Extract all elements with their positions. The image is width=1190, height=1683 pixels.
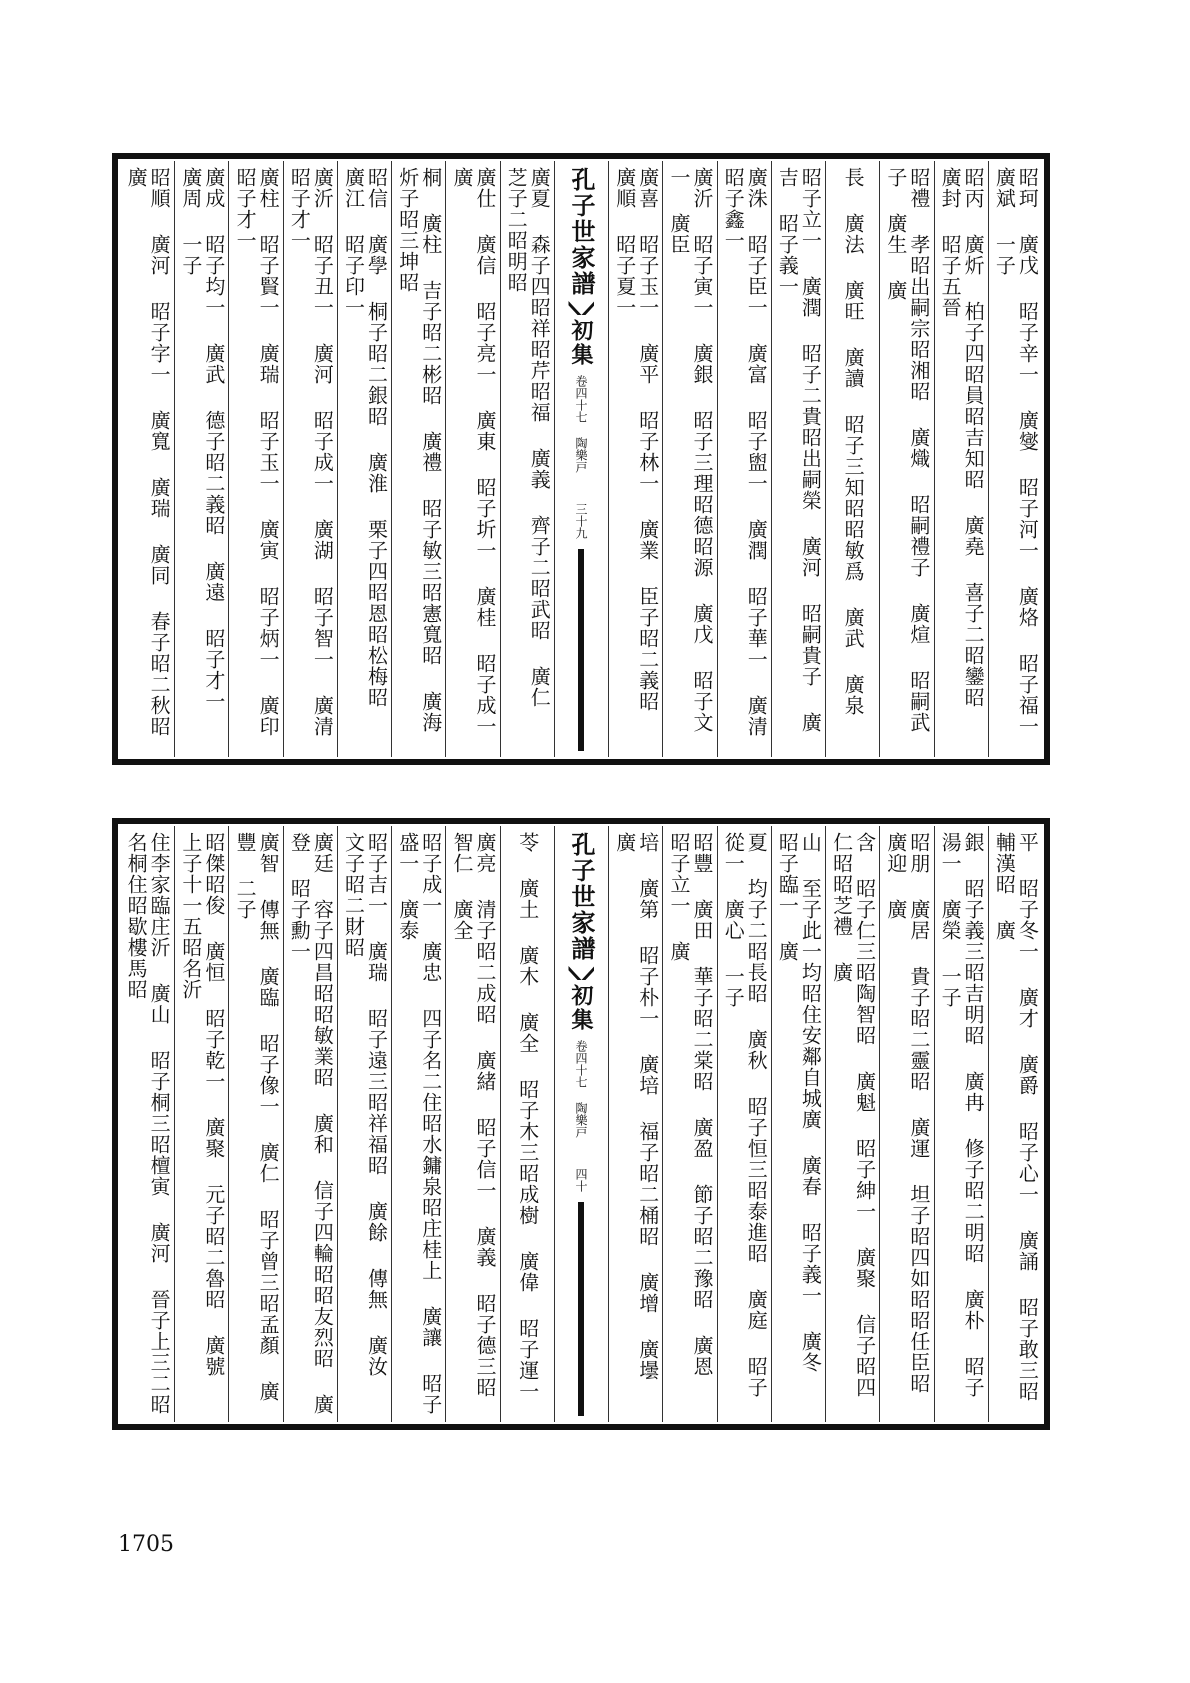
text-column: 夏 均子二昭長昭 廣秋 昭子恒三昭泰進昭 廣庭 昭子從一 廣心 一子: [717, 826, 771, 1422]
text-column: 昭信 廣學 桐子昭二銀昭 廣淮 栗子四昭恩昭松梅昭 廣江 昭子印一: [337, 161, 391, 757]
book-subtitle: 初集: [567, 319, 594, 367]
text-column: 昭豐 廣田 華子昭二棠昭 廣盈 節子昭二豫昭 廣恩 昭子立一 廣: [662, 826, 716, 1422]
text-column: 廣仕 廣信 昭子亮一 廣東 昭子圻一 廣桂 昭子成一 廣: [445, 161, 499, 757]
volume-label: 卷四十七 陶樂戸: [573, 375, 588, 473]
header-rule: [578, 1202, 584, 1416]
text-column: 銀 昭子義三昭吉明昭 廣冉 修子昭二明昭 廣朴 昭子湯一 廣榮 一子: [934, 826, 988, 1422]
text-column: 昭子成一 廣忠 四子名二住昭水鏞泉昭庄桂上 廣讓 昭子盛一 廣泰: [391, 826, 445, 1422]
panel-grid: [120, 826, 1042, 1422]
text-column: 廣亮 清子昭二成昭 廣緒 昭子信一 廣義 昭子德三昭智仁 廣全: [445, 826, 499, 1422]
text-column: 廣沂 昭子寅一 廣銀 昭子三理昭德昭源 廣戊 昭子文一 廣臣: [662, 161, 716, 757]
text-column: 昭子立一 廣潤 昭子二貴昭出嗣榮 廣河 昭嗣貴子 廣吉 昭子義一: [771, 161, 825, 757]
volume-label: 卷四十七 陶樂戸: [573, 1040, 588, 1138]
header-rule: [578, 549, 584, 751]
genealogy-panel-top: [112, 153, 1050, 765]
leaf-number: 四十: [573, 1168, 588, 1192]
text-column: 山 至子此一均昭住安鄰自城廣 廣春 昭子義一 廣冬 昭子臨一 廣: [771, 826, 825, 1422]
panel-grid: [120, 161, 1042, 757]
text-column: 廣沂 昭子丑一 廣河 昭子成一 廣湖 昭子智一 廣清 昭子才一: [283, 161, 337, 757]
text-column: 昭子吉一 廣瑞 昭子遠三昭祥福昭 廣餘 傳無 廣汝 文子昭二財昭: [337, 826, 391, 1422]
text-column: 含 昭子仁三昭陶智昭 廣魁 昭子紳一 廣聚 信子昭四仁昭昭芝禮 廣: [825, 826, 879, 1422]
text-column: 昭朋 廣居 貴子昭二靈昭 廣運 坦子昭四如昭昭任臣昭 廣迎 廣: [879, 826, 933, 1422]
fishtail-mark-icon: [568, 966, 594, 980]
text-column: 平 昭子冬一 廣才 廣爵 昭子心一 廣誦 昭子敢三昭輔漢昭 廣: [988, 826, 1042, 1422]
text-column: 廣洙 昭子臣一 廣富 昭子盥一 廣潤 昭子華一 廣清 昭子鑫一: [717, 161, 771, 757]
text-column: 長 廣法 廣旺 廣讀 昭子三知昭昭敏爲 廣武 廣泉: [825, 161, 879, 757]
text-column: 廣成 昭子均一 廣武 德子昭二義昭 廣遠 昭子才一 廣周 一子: [174, 161, 228, 757]
text-column: 廣喜 昭子玉一 廣平 昭子林一 廣業 臣子昭二義昭 廣順 昭子夏一: [608, 161, 662, 757]
text-column: 昭丙 廣炘 柏子四昭員昭吉知昭 廣堯 喜子二昭鑾昭 廣封 昭子五晉: [934, 161, 988, 757]
panel-header: [554, 161, 608, 757]
text-column: 廣廷 容子四昌昭昭敏業昭 廣和 信子四輪昭昭友烈昭 廣登 昭子勳一: [283, 826, 337, 1422]
book-title: 孔子世家譜: [566, 832, 596, 962]
book-subtitle: 初集: [567, 984, 594, 1032]
page-number: 1705: [118, 1532, 174, 1557]
fishtail-mark-icon: [568, 301, 594, 315]
leaf-number: 三十九: [573, 503, 588, 539]
text-column: 住李家臨庄沂 廣山 昭子桐三昭檀寅 廣河 晉子上三二昭名桐住昭歇樓馬昭: [124, 832, 172, 1415]
text-column: 桐 廣柱 吉子昭二彬昭 廣禮 昭子敏三昭憲寬昭 廣海 炘子昭三坤昭: [391, 161, 445, 757]
text-column: 廣夏 森子四昭祥昭芹昭福 廣義 齊子二昭武昭 廣仁 芝子二昭明昭: [500, 161, 554, 757]
text-column: 苓 廣土 廣木 廣全 昭子木三昭成樹 廣偉 昭子運一: [500, 826, 554, 1422]
panel-header: [554, 826, 608, 1422]
text-column: 昭禮 孝昭出嗣宗昭湘昭 廣熾 昭嗣禮子 廣煊 昭嗣武子 廣生 廣: [879, 161, 933, 757]
text-column: 昭傑昭俊 廣恒 昭子乾一 廣聚 元子昭二魯昭 廣號 上子十一五昭名沂: [174, 826, 228, 1422]
text-column: 廣智 傳無 廣臨 昭子像一 廣仁 昭子曾三昭孟顏 廣豐 二子: [228, 826, 282, 1422]
text-column: 廣柱 昭子賢一 廣瑞 昭子玉一 廣寅 昭子炳一 廣印 昭子才一: [228, 161, 282, 757]
text-column: 培 廣第 昭子朴一 廣培 福子昭二桶昭 廣增 廣壜 廣: [608, 826, 662, 1422]
text-column: 昭珂 廣戊 昭子辛一 廣燮 昭子河一 廣烙 昭子福一 廣斌 一子: [988, 161, 1042, 757]
genealogy-panel-bottom: [112, 818, 1050, 1430]
book-title: 孔子世家譜: [566, 167, 596, 297]
text-column: 昭順 廣河 昭子字一 廣寬 廣瑞 廣同 春子昭二秋昭 廣: [124, 167, 172, 737]
